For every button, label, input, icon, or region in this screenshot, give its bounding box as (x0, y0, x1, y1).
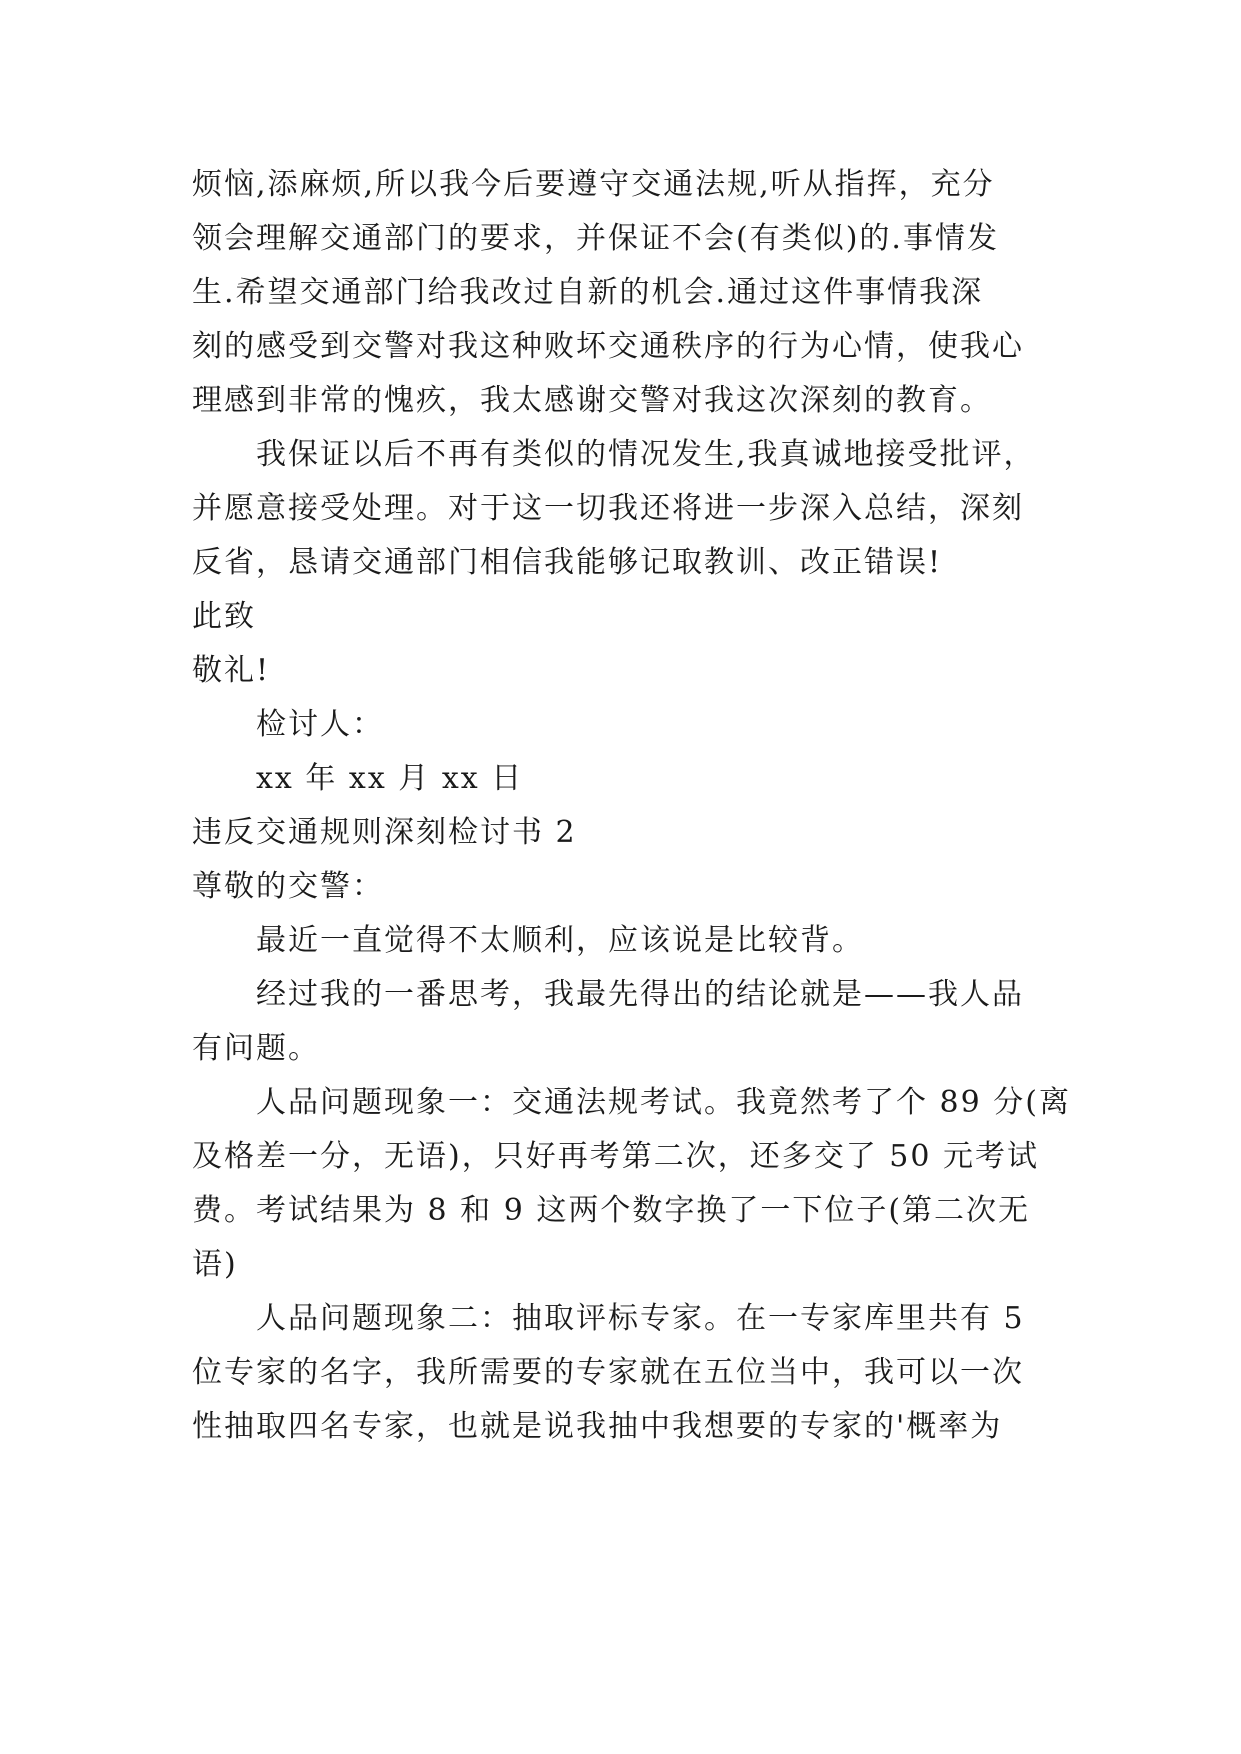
paragraph-line: 理感到非常的愧疚，我太感谢交警对我这次深刻的教育。 (192, 383, 992, 418)
paragraph-line: 有问题。 (192, 1031, 320, 1066)
paragraph-line: 人品问题现象一：交通法规考试。我竟然考了个 89 分(离 (256, 1085, 1071, 1120)
signer-label: 检讨人： (256, 707, 384, 742)
paragraph-line: 最近一直觉得不太顺利，应该说是比较背。 (256, 923, 864, 958)
paragraph-line: 生.希望交通部门给我改过自新的机会.通过这件事情我深 (192, 275, 984, 310)
date-line: xx 年 xx 月 xx 日 (256, 761, 524, 796)
paragraph-line: 我保证以后不再有类似的情况发生,我真诚地接受批评， (256, 437, 1036, 472)
paragraph-line: 人品问题现象二：抽取评标专家。在一专家库里共有 5 (256, 1301, 1025, 1336)
closing-cizhi: 此致 (192, 599, 256, 634)
paragraph-line: 及格差一分，无语)，只好再考第二次，还多交了 50 元考试 (192, 1139, 1039, 1174)
document-body (192, 158, 1071, 1454)
paragraph-line: 并愿意接受处理。对于这一切我还将进一步深入总结，深刻 (192, 491, 1024, 526)
closing-jingli: 敬礼! (192, 653, 271, 688)
paragraph-line: 性抽取四名专家，也就是说我抽中我想要的专家的'概率为 (192, 1409, 1003, 1444)
paragraph-line: 费。考试结果为 8 和 9 这两个数字换了一下位子(第二次无 (192, 1193, 1031, 1228)
paragraph-line: 刻的感受到交警对我这种败坏交通秩序的行为心情，使我心 (192, 329, 1024, 364)
salutation: 尊敬的交警： (192, 869, 384, 904)
paragraph-line: 领会理解交通部门的要求，并保证不会(有类似)的.事情发 (192, 221, 999, 256)
section-title: 违反交通规则深刻检讨书 2 (192, 815, 577, 850)
paragraph-line: 经过我的一番思考，我最先得出的结论就是——我人品 (256, 977, 1024, 1012)
paragraph-line: 语) (192, 1247, 238, 1282)
paragraph-line: 位专家的名字，我所需要的专家就在五位当中，我可以一次 (192, 1355, 1024, 1390)
paragraph-line: 烦恼,添麻烦,所以我今后要遵守交通法规,听从指挥，充分 (192, 167, 995, 202)
paragraph-line: 反省，恳请交通部门相信我能够记取教训、改正错误! (192, 545, 943, 580)
